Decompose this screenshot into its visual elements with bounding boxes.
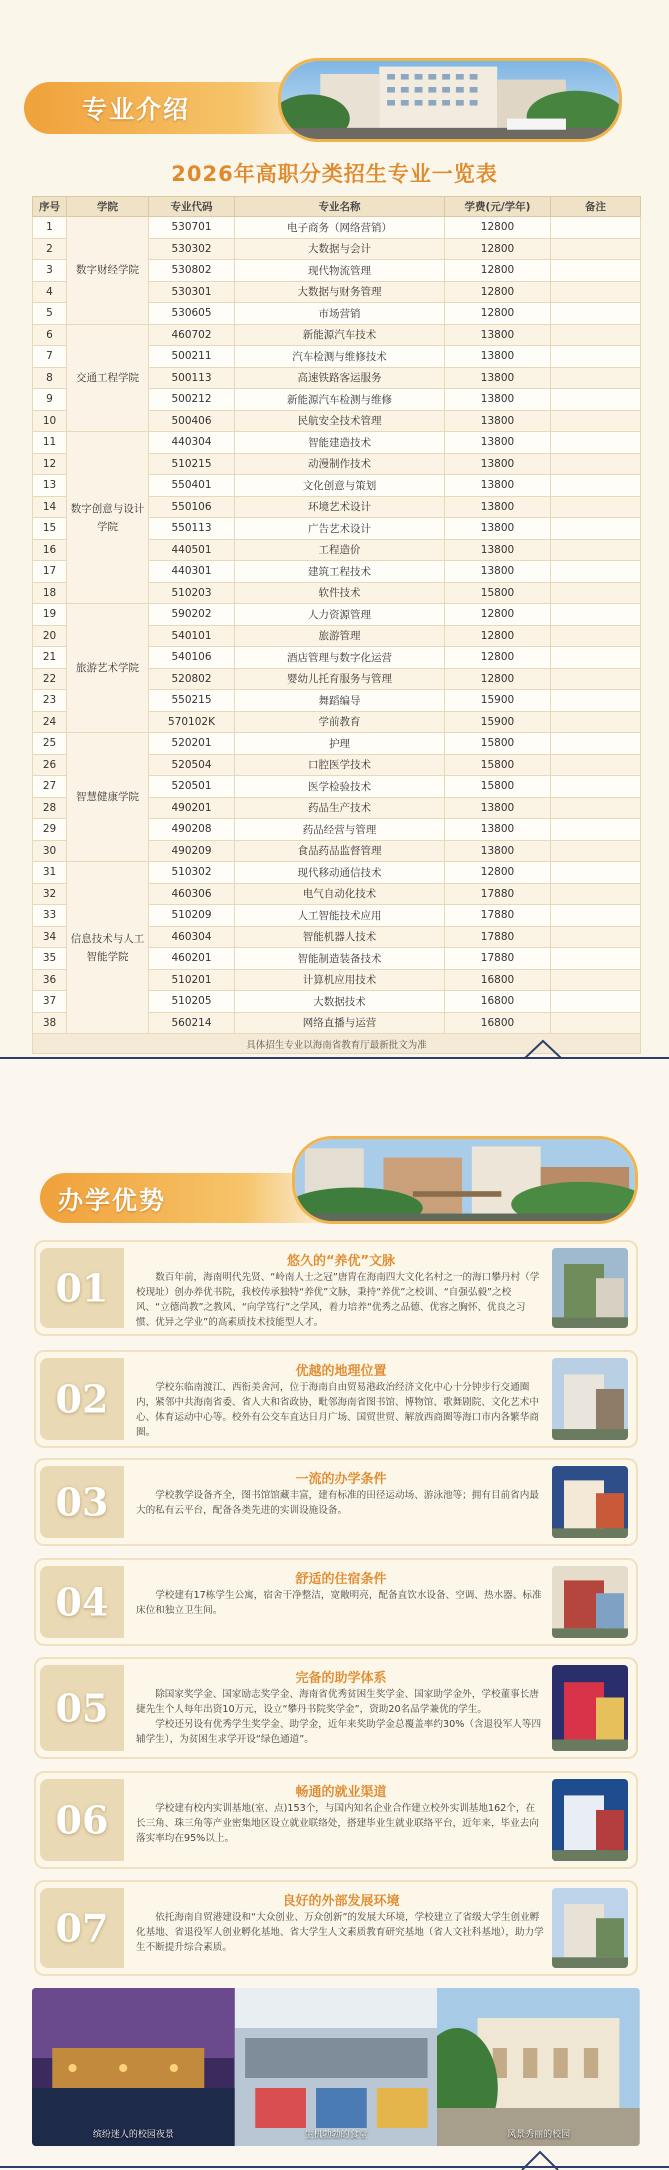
row-fee: 15800 (445, 733, 551, 755)
row-no: 27 (33, 776, 67, 798)
row-no: 31 (33, 862, 67, 884)
row-major-name: 大数据技术 (235, 991, 445, 1013)
strip-caption-2: 生机勃勃的食堂 (304, 2130, 368, 2140)
advantage-title: 优越的地理位置 (295, 1364, 387, 1379)
row-fee: 12800 (445, 303, 551, 325)
row-fee: 13800 (445, 475, 551, 497)
row-major-name: 工程造价 (235, 539, 445, 561)
row-no: 28 (33, 797, 67, 819)
row-code: 500406 (149, 410, 235, 432)
advantage-number: 01 (55, 1265, 109, 1311)
header-major: 专业名称 (235, 197, 445, 217)
advantage-number-box (40, 1665, 124, 1751)
row-fee: 15900 (445, 711, 551, 733)
majors-table-header (33, 197, 641, 217)
row-major-name: 婴幼儿托育服务与管理 (235, 668, 445, 690)
row-code: 440304 (149, 432, 235, 454)
advantage-number: 07 (55, 1905, 109, 1951)
row-major-name: 计算机应用技术 (235, 969, 445, 991)
row-code: 440501 (149, 539, 235, 561)
advantage-body (136, 1588, 544, 1618)
row-major-name: 民航安全技术管理 (235, 410, 445, 432)
row-major-name: 建筑工程技术 (235, 561, 445, 583)
row-major-name: 学前教育 (235, 711, 445, 733)
row-no: 25 (33, 733, 67, 755)
row-fee: 15900 (445, 690, 551, 712)
row-note (551, 217, 641, 239)
row-fee: 16800 (445, 1012, 551, 1034)
row-no: 30 (33, 840, 67, 862)
row-code: 510209 (149, 905, 235, 927)
row-fee: 12800 (445, 604, 551, 626)
row-no: 37 (33, 991, 67, 1013)
campus-night-photo (32, 1988, 235, 2146)
row-major-name: 广告艺术设计 (235, 518, 445, 540)
row-major-name: 旅游管理 (235, 625, 445, 647)
row-note (551, 668, 641, 690)
advantage-photo (552, 1779, 628, 1861)
advantage-paragraph: 依托海南自贸港建设和“大众创业、万众创新”的发展大环境，学校建立了省级大学生创业孵化基地、省退役军人创业孵化基地、省大学生人文素质教育研究基地（省人文社科基地），助力学生不断提升综合素质。 (136, 1912, 544, 1953)
advantage-number: 02 (55, 1376, 109, 1422)
row-note (551, 539, 641, 561)
row-major-name: 现代物流管理 (235, 260, 445, 282)
advantage-photo (552, 1888, 628, 1968)
row-college: 智慧健康学院 (67, 733, 149, 862)
row-fee: 13800 (445, 324, 551, 346)
row-no: 12 (33, 453, 67, 475)
row-major-name: 智能制造装备技术 (235, 948, 445, 970)
advantages-banner-title: 办学优势 (58, 1186, 167, 1215)
row-code: 500212 (149, 389, 235, 411)
row-note (551, 561, 641, 583)
row-major-name: 电气自动化技术 (235, 883, 445, 905)
advantage-card-03 (34, 1458, 638, 1546)
advantage-card-04 (34, 1558, 638, 1646)
row-major-name: 药品经营与管理 (235, 819, 445, 841)
row-no: 23 (33, 690, 67, 712)
row-code: 540101 (149, 625, 235, 647)
row-no: 20 (33, 625, 67, 647)
row-no: 8 (33, 367, 67, 389)
row-fee: 17880 (445, 926, 551, 948)
advantage-title: 悠久的“养优”文脉 (286, 1254, 396, 1269)
row-code: 490209 (149, 840, 235, 862)
row-major-name: 药品生产技术 (235, 797, 445, 819)
row-fee: 13800 (445, 432, 551, 454)
advantage-number-box (40, 1779, 124, 1861)
row-fee: 13800 (445, 840, 551, 862)
row-code: 460702 (149, 324, 235, 346)
row-code: 550401 (149, 475, 235, 497)
row-code: 520504 (149, 754, 235, 776)
campus-photo-strip (32, 1988, 640, 2146)
advantage-photo (552, 1566, 628, 1638)
advantage-number: 06 (55, 1797, 109, 1843)
row-code: 530302 (149, 238, 235, 260)
row-major-name: 护理 (235, 733, 445, 755)
row-note (551, 625, 641, 647)
advantage-paragraph: 学校东临南渡江、西衔美舍河，位于海南自由贸易港政治经济文化中心十分钟步行交通圈内，紧邻中共海南省委、省人大和省政协，毗邻海南省图书馆、博物馆、歌舞剧院、文化艺术中心、体育运动中心等。校外有公交车直达日月广场、国贸世贸、解放西商圈等海口市内各繁华商圈。 (136, 1382, 539, 1438)
row-note (551, 733, 641, 755)
row-fee: 16800 (445, 991, 551, 1013)
row-fee: 13800 (445, 410, 551, 432)
row-note (551, 776, 641, 798)
row-note (551, 991, 641, 1013)
row-no: 18 (33, 582, 67, 604)
row-note (551, 518, 641, 540)
row-major-name: 高速铁路客运服务 (235, 367, 445, 389)
row-major-name: 动漫制作技术 (235, 453, 445, 475)
row-major-name: 食品药品监督管理 (235, 840, 445, 862)
advantage-photo (552, 1665, 628, 1751)
row-code: 510302 (149, 862, 235, 884)
advantage-title: 舒适的住宿条件 (295, 1572, 387, 1587)
advantage-body (136, 1380, 544, 1440)
row-note (551, 324, 641, 346)
row-college: 交通工程学院 (67, 324, 149, 432)
advantage-body (136, 1687, 544, 1747)
row-major-name: 智能机器人技术 (235, 926, 445, 948)
advantage-title: 一流的办学条件 (295, 1472, 387, 1487)
row-fee: 13800 (445, 367, 551, 389)
advantage-paragraph: 除国家奖学金、国家励志奖学金、海南省优秀贫困生奖学金、国家助学金外，学校董事长唐捷先生个人每年出资10万元，设立“攀丹书院奖学金”，资助20名品学兼优的学生。 (136, 1689, 539, 1715)
row-note (551, 969, 641, 991)
row-no: 4 (33, 281, 67, 303)
row-no: 17 (33, 561, 67, 583)
table-footnote: 具体招生专业以海南省教育厅最新批文为准 (33, 1034, 641, 1054)
canteen-photo (235, 1988, 438, 2146)
row-fee: 13800 (445, 496, 551, 518)
row-college: 数字创意与设计学院 (67, 432, 149, 604)
row-major-name: 医学检验技术 (235, 776, 445, 798)
row-major-name: 人工智能技术应用 (235, 905, 445, 927)
row-fee: 12800 (445, 625, 551, 647)
row-note (551, 797, 641, 819)
advantage-card-06 (34, 1771, 638, 1869)
header-college: 学院 (67, 197, 149, 217)
row-major-name: 市场营销 (235, 303, 445, 325)
advantage-number-box (40, 1358, 124, 1440)
row-code: 530802 (149, 260, 235, 282)
advantage-body (136, 1910, 544, 1955)
row-code: 510205 (149, 991, 235, 1013)
advantage-card-07 (34, 1880, 638, 1976)
majors-section (0, 0, 669, 1058)
row-fee: 13800 (445, 539, 551, 561)
row-code: 550215 (149, 690, 235, 712)
advantage-body (136, 1488, 544, 1518)
advantage-paragraph: 学校还另设有优秀学生奖学金、助学金，近年来奖助学金总覆盖率约30%（含退役军人等四辅学生），为贫困生求学开设“绿色通道”。 (136, 1719, 542, 1745)
row-note (551, 690, 641, 712)
section-divider (0, 1057, 669, 1059)
campus-scenery-photo (437, 1988, 640, 2146)
row-no: 19 (33, 604, 67, 626)
row-code: 550106 (149, 496, 235, 518)
row-major-name: 环境艺术设计 (235, 496, 445, 518)
row-no: 36 (33, 969, 67, 991)
row-code: 540106 (149, 647, 235, 669)
advantage-title: 畅通的就业渠道 (295, 1785, 387, 1800)
row-code: 490208 (149, 819, 235, 841)
row-no: 33 (33, 905, 67, 927)
row-code: 550113 (149, 518, 235, 540)
row-fee: 12800 (445, 217, 551, 239)
row-major-name: 软件技术 (235, 582, 445, 604)
row-code: 510215 (149, 453, 235, 475)
row-fee: 13800 (445, 346, 551, 368)
row-code: 510203 (149, 582, 235, 604)
row-no: 26 (33, 754, 67, 776)
row-note (551, 711, 641, 733)
row-note (551, 862, 641, 884)
row-major-name: 人力资源管理 (235, 604, 445, 626)
row-college: 旅游艺术学院 (67, 604, 149, 733)
row-major-name: 文化创意与策划 (235, 475, 445, 497)
strip-caption-3: 风景秀丽的校园 (507, 2130, 571, 2140)
row-fee: 13800 (445, 518, 551, 540)
row-code: 570102K (149, 711, 235, 733)
campus-photo-banner (278, 58, 622, 142)
row-note (551, 883, 641, 905)
row-no: 24 (33, 711, 67, 733)
section-divider-bottom (0, 2166, 669, 2168)
row-fee: 17880 (445, 883, 551, 905)
row-note (551, 453, 641, 475)
row-note (551, 926, 641, 948)
row-major-name: 汽车检测与维修技术 (235, 346, 445, 368)
row-fee: 12800 (445, 281, 551, 303)
row-no: 1 (33, 217, 67, 239)
row-no: 15 (33, 518, 67, 540)
row-fee: 12800 (445, 647, 551, 669)
row-fee: 13800 (445, 561, 551, 583)
advantage-number: 03 (55, 1479, 109, 1525)
row-fee: 17880 (445, 948, 551, 970)
row-note (551, 260, 641, 282)
row-note (551, 496, 641, 518)
row-major-name: 大数据与财务管理 (235, 281, 445, 303)
row-note (551, 647, 641, 669)
row-fee: 15800 (445, 582, 551, 604)
row-college: 数字财经学院 (67, 217, 149, 325)
row-code: 520802 (149, 668, 235, 690)
strip-caption-1: 缤纷迷人的校园夜景 (92, 2130, 174, 2140)
row-code: 520201 (149, 733, 235, 755)
row-major-name: 新能源汽车技术 (235, 324, 445, 346)
row-no: 29 (33, 819, 67, 841)
campus-photo-banner-2 (292, 1136, 638, 1224)
advantage-photo (552, 1466, 628, 1538)
advantage-number-box (40, 1248, 124, 1328)
row-fee: 12800 (445, 238, 551, 260)
advantage-paragraph: 学校建有17栋学生公寓，宿舍干净整洁，宽敞明亮，配备直饮水设备、空调、热水器、标准床位和独立卫生间。 (136, 1590, 542, 1616)
row-no: 14 (33, 496, 67, 518)
row-no: 11 (33, 432, 67, 454)
row-major-name: 口腔医学技术 (235, 754, 445, 776)
row-note (551, 840, 641, 862)
row-code: 460201 (149, 948, 235, 970)
row-code: 500211 (149, 346, 235, 368)
row-college: 信息技术与人工智能学院 (67, 862, 149, 1034)
advantage-body (136, 1801, 544, 1846)
row-fee: 12800 (445, 862, 551, 884)
row-code: 460306 (149, 883, 235, 905)
row-major-name: 现代移动通信技术 (235, 862, 445, 884)
row-code: 560214 (149, 1012, 235, 1034)
row-note (551, 948, 641, 970)
row-code: 520501 (149, 776, 235, 798)
table-row (33, 432, 641, 454)
row-fee: 12800 (445, 260, 551, 282)
row-major-name: 酒店管理与数字化运营 (235, 647, 445, 669)
row-no: 6 (33, 324, 67, 346)
row-no: 34 (33, 926, 67, 948)
row-code: 440301 (149, 561, 235, 583)
row-major-name: 网络直播与运营 (235, 1012, 445, 1034)
row-note (551, 389, 641, 411)
row-note (551, 819, 641, 841)
majors-table (32, 196, 641, 1054)
advantages-section (0, 1060, 669, 2170)
row-fee: 13800 (445, 797, 551, 819)
row-no: 35 (33, 948, 67, 970)
row-code: 530701 (149, 217, 235, 239)
row-no: 9 (33, 389, 67, 411)
row-fee: 13800 (445, 819, 551, 841)
row-code: 530301 (149, 281, 235, 303)
row-code: 510201 (149, 969, 235, 991)
table-row (33, 604, 641, 626)
advantage-card-02 (34, 1350, 638, 1448)
row-note (551, 346, 641, 368)
row-note (551, 582, 641, 604)
row-fee: 15800 (445, 754, 551, 776)
advantage-card-01 (34, 1240, 638, 1336)
row-note (551, 410, 641, 432)
advantage-title: 完备的助学体系 (295, 1671, 387, 1686)
header-fee: 学费(元/学年) (445, 197, 551, 217)
row-note (551, 604, 641, 626)
advantage-number: 05 (55, 1685, 109, 1731)
row-note (551, 303, 641, 325)
header-no: 序号 (33, 197, 67, 217)
advantage-photo (552, 1358, 628, 1440)
table-row (33, 733, 641, 755)
row-note (551, 281, 641, 303)
majors-table-title: 2026年高职分类招生专业一览表 (171, 162, 498, 186)
table-row (33, 862, 641, 884)
row-code: 460304 (149, 926, 235, 948)
row-fee: 15800 (445, 776, 551, 798)
advantage-number: 04 (55, 1579, 109, 1625)
row-no: 13 (33, 475, 67, 497)
row-fee: 17880 (445, 905, 551, 927)
row-note (551, 238, 641, 260)
advantage-number-box (40, 1888, 124, 1968)
row-no: 21 (33, 647, 67, 669)
row-code: 500113 (149, 367, 235, 389)
row-no: 38 (33, 1012, 67, 1034)
table-row (33, 217, 641, 239)
advantage-title: 良好的外部发展环境 (282, 1894, 400, 1909)
header-note: 备注 (551, 197, 641, 217)
row-note (551, 367, 641, 389)
row-major-name: 舞蹈编导 (235, 690, 445, 712)
row-no: 2 (33, 238, 67, 260)
advantage-card-05 (34, 1657, 638, 1759)
advantage-paragraph: 数百年前，海南明代先贤、“岭南人士之冠”唐胄在海南四大文化名村之一的海口攀丹村（学校现址）创办养优书院，我校传承独特“养优”文脉，秉持“养优”之校训、“自强弘毅”之校风、“立德尚教”之教风、“向学笃行”之学风，着力培养“优秀之品德、优容之胸怀、优良之习惯、优异之学业”的高素质技术技能型人才。 (136, 1272, 540, 1328)
row-no: 7 (33, 346, 67, 368)
advantages-banner (40, 1173, 330, 1223)
corner-triangle-icon (523, 1038, 563, 1058)
majors-banner-title: 专业介绍 (82, 95, 191, 124)
advantage-number-box (40, 1566, 124, 1638)
advantage-photo (552, 1248, 628, 1328)
row-no: 3 (33, 260, 67, 282)
row-fee: 12800 (445, 668, 551, 690)
row-major-name: 大数据与会计 (235, 238, 445, 260)
row-major-name: 新能源汽车检测与维修 (235, 389, 445, 411)
row-note (551, 754, 641, 776)
advantage-paragraph: 学校建有校内实训基地(室、点)153个，与国内知名企业合作建立校外实训基地162个，在长三角、珠三角等产业密集地区设立就业联络处，搭建毕业生就业联络平台，近年来，毕业去向落实率均在95%以上。 (136, 1803, 539, 1844)
row-code: 530605 (149, 303, 235, 325)
row-code: 590202 (149, 604, 235, 626)
header-code: 专业代码 (149, 197, 235, 217)
row-code: 490201 (149, 797, 235, 819)
row-no: 5 (33, 303, 67, 325)
row-major-name: 电子商务（网络营销） (235, 217, 445, 239)
row-no: 16 (33, 539, 67, 561)
advantage-paragraph: 学校教学设备齐全，图书馆馆藏丰富，建有标准的田径运动场、游泳池等；拥有目前省内最大的私有云平台，配备各类先进的实训设施设备。 (136, 1490, 539, 1516)
row-no: 22 (33, 668, 67, 690)
row-note (551, 475, 641, 497)
row-fee: 13800 (445, 389, 551, 411)
row-fee: 13800 (445, 453, 551, 475)
row-major-name: 智能建造技术 (235, 432, 445, 454)
row-note (551, 432, 641, 454)
advantage-number-box (40, 1466, 124, 1538)
row-note (551, 905, 641, 927)
advantage-body (136, 1270, 544, 1330)
row-no: 32 (33, 883, 67, 905)
row-fee: 16800 (445, 969, 551, 991)
table-row (33, 324, 641, 346)
row-note (551, 1012, 641, 1034)
row-no: 10 (33, 410, 67, 432)
